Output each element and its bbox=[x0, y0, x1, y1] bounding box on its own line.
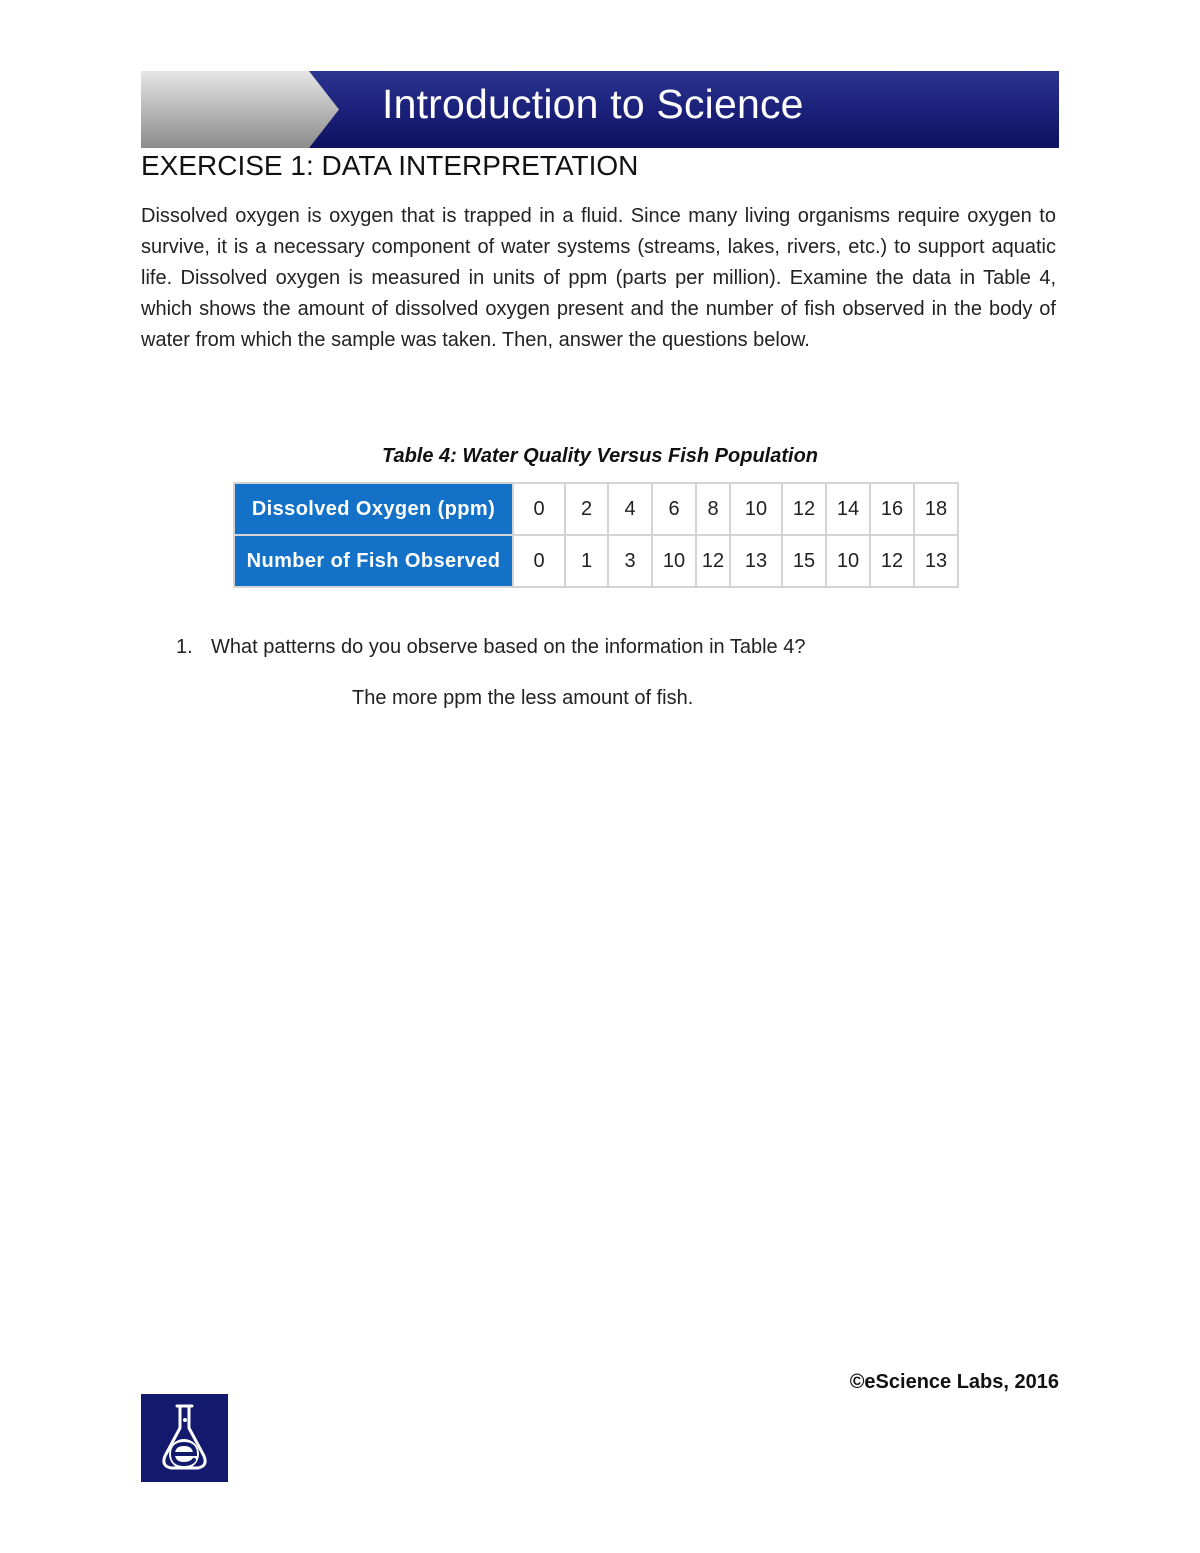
question-number: 1. bbox=[176, 636, 193, 658]
table-cell: 10 bbox=[826, 535, 870, 587]
question-text: What patterns do you observe based on the information in Table 4? bbox=[211, 636, 806, 658]
table-cell: 14 bbox=[826, 483, 870, 535]
exercise-heading: EXERCISE 1: DATA INTERPRETATION bbox=[141, 150, 639, 181]
table-cell: 13 bbox=[914, 535, 958, 587]
row-header-dissolved-oxygen: Dissolved Oxygen (ppm) bbox=[234, 483, 513, 535]
table-cell: 1 bbox=[565, 535, 608, 587]
copyright-notice: ©eScience Labs, 2016 bbox=[849, 1371, 1059, 1393]
table-cell: 4 bbox=[608, 483, 652, 535]
escience-flask-logo-icon bbox=[141, 1394, 228, 1482]
table-cell: 3 bbox=[608, 535, 652, 587]
answer-text: The more ppm the less amount of fish. bbox=[352, 687, 694, 709]
table-cell: 10 bbox=[730, 483, 782, 535]
table-cell: 18 bbox=[914, 483, 958, 535]
banner-title: Introduction to Science bbox=[382, 81, 804, 127]
table-cell: 15 bbox=[782, 535, 826, 587]
row-header-fish-observed: Number of Fish Observed bbox=[234, 535, 513, 587]
table-row bbox=[234, 483, 958, 535]
table-cell: 2 bbox=[565, 483, 608, 535]
escience-logo bbox=[141, 1394, 228, 1482]
banner-arrow-icon bbox=[141, 71, 341, 148]
table-cell: 13 bbox=[730, 535, 782, 587]
water-quality-table bbox=[233, 482, 959, 588]
table-cell: 10 bbox=[652, 535, 696, 587]
table-cell: 8 bbox=[696, 483, 730, 535]
table-cell: 16 bbox=[870, 483, 914, 535]
header-banner bbox=[141, 71, 1059, 148]
table-cell: 12 bbox=[870, 535, 914, 587]
table-cell: 6 bbox=[652, 483, 696, 535]
intro-paragraph: Dissolved oxygen is oxygen that is trapped in a fluid. Since many living organisms require oxygen to survive, it is a necessary component of water systems (streams, lakes, rivers, etc.) to support aquatic life. Dissolved oxygen is measured in units of ppm (parts per million). Examine the data in Table 4, which shows the amount of dissolved oxygen present and the number of fish observed in the body of water from which the sample was taken. Then, answer the questions below. bbox=[141, 205, 1056, 351]
table-caption: Table 4: Water Quality Versus Fish Population bbox=[381, 445, 818, 467]
table-cell: 0 bbox=[513, 535, 565, 587]
table-cell: 12 bbox=[696, 535, 730, 587]
table-cell: 12 bbox=[782, 483, 826, 535]
table-cell: 0 bbox=[513, 483, 565, 535]
table-row bbox=[234, 535, 958, 587]
